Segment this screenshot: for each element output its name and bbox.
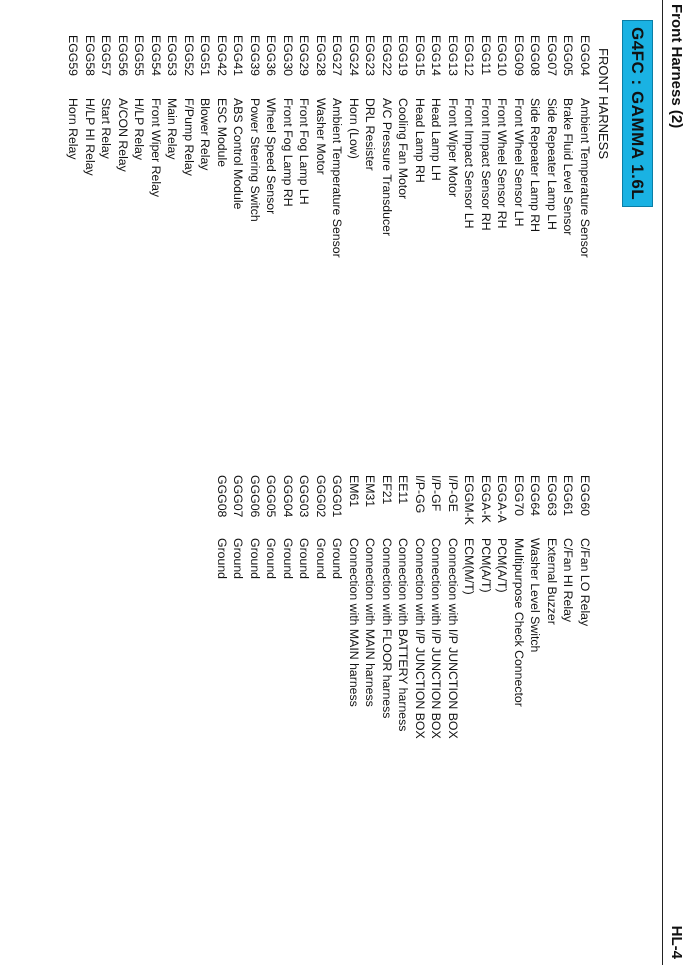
connector-description: ESC Module <box>215 98 229 168</box>
connector-row <box>247 475 264 739</box>
connector-row <box>362 475 379 739</box>
connector-code: EGG11 <box>479 35 493 76</box>
connector-code: EGG59 <box>66 35 81 77</box>
connector-code: EGG23 <box>363 35 378 77</box>
connector-row <box>395 35 412 258</box>
connector-row <box>527 35 544 258</box>
connector-description: Connection with FLOOR harness <box>380 538 394 719</box>
connector-row <box>296 35 313 258</box>
connector-code: GGG08 <box>215 475 229 518</box>
connector-row <box>560 475 577 739</box>
connector-description: Side Repeater Lamp LH <box>545 98 559 230</box>
connector-code: EGG27 <box>330 35 345 77</box>
connector-description: Front Wiper Motor <box>446 98 460 198</box>
connector-row <box>98 35 115 258</box>
connector-row <box>313 35 330 258</box>
connector-row <box>313 475 330 739</box>
connector-row <box>527 475 544 739</box>
connector-code: EGG12 <box>462 35 477 77</box>
connector-description: ABS Control Module <box>231 98 246 210</box>
connector-row <box>329 35 346 258</box>
right-connector-list <box>214 475 594 739</box>
connector-description: Connection with MAIN harness <box>363 538 378 707</box>
connector-row <box>494 475 511 739</box>
connector-description: Connection with I/P JUNCTION BOX <box>413 538 427 739</box>
connector-row <box>445 35 462 258</box>
connector-code: EGG42 <box>215 35 229 77</box>
connector-description: Wheel Speed Sensor <box>264 98 279 215</box>
connector-description: ECM(M/T) <box>462 538 477 595</box>
connector-row <box>280 35 297 258</box>
connector-description: Front Wiper Relay <box>149 98 163 198</box>
connector-code: EGG15 <box>413 35 427 77</box>
connector-code: GGG03 <box>297 475 312 518</box>
connector-code: EGG08 <box>528 35 543 77</box>
connector-row <box>263 475 280 739</box>
connector-description: Front Fog Lamp RH <box>281 98 295 207</box>
connector-code: EGG24 <box>347 35 361 77</box>
connector-code: EGG58 <box>83 35 97 77</box>
connector-row <box>230 35 247 258</box>
connector-description: Connection with MAIN harness <box>347 538 361 707</box>
connector-code: EGG10 <box>495 35 510 77</box>
connector-row <box>296 475 313 739</box>
connector-row <box>379 475 396 739</box>
connector-description: Ambient Temperature Sensor <box>578 98 592 258</box>
connector-description: Front Wheel Sensor RH <box>495 98 510 229</box>
connector-row <box>478 475 495 739</box>
page-ref: HL-4 <box>668 925 685 959</box>
connector-description: Blower Relay <box>198 98 213 171</box>
connector-row <box>346 475 363 739</box>
connector-row <box>197 35 214 258</box>
connector-code: I/P-GF <box>429 475 444 512</box>
connector-code: EGG09 <box>512 35 526 77</box>
connector-code: EF21 <box>380 475 394 505</box>
connector-description: H/LP HI Relay <box>83 98 97 176</box>
connector-description: Power Steering Switch <box>248 98 262 222</box>
connector-code: EGG52 <box>182 35 196 77</box>
connector-code: EGG04 <box>578 35 592 77</box>
connector-code: EGGA-A <box>495 475 510 523</box>
connector-description: PCM(A/T) <box>495 538 510 593</box>
connector-description: Brake Fluid Level Sensor <box>561 98 576 236</box>
connector-code: EGG54 <box>149 35 163 77</box>
connector-description: Multipurpose Check Connector <box>512 538 526 707</box>
connector-row <box>428 475 445 739</box>
connector-row <box>412 35 429 258</box>
connector-code: EGG63 <box>545 475 559 517</box>
connector-description: A/C Pressure Transducer <box>380 98 394 237</box>
connector-code: GGG06 <box>248 475 262 518</box>
left-connector-list <box>65 35 593 258</box>
connector-row <box>412 475 429 739</box>
connector-code: EGG61 <box>561 475 576 517</box>
connector-code: EGG41 <box>231 35 246 77</box>
connector-description: Head Lamp LH <box>429 98 444 181</box>
connector-description: Ground <box>231 538 246 580</box>
connector-row <box>511 35 528 258</box>
connector-row <box>544 35 561 258</box>
connector-description: Washer Motor <box>314 98 328 175</box>
connector-description: Head Lamp RH <box>413 98 427 183</box>
connector-code: GGG04 <box>281 475 295 518</box>
connector-code: EGG28 <box>314 35 328 77</box>
connector-code: GGG05 <box>264 475 279 518</box>
connector-code: GGG07 <box>231 475 246 518</box>
connector-description: C/Fan HI Relay <box>561 538 576 623</box>
connector-code: EGG30 <box>281 35 295 77</box>
connector-row <box>577 475 594 739</box>
connector-code: GGG02 <box>314 475 328 518</box>
connector-row <box>346 35 363 258</box>
connector-description: A/CON Relay <box>116 98 130 172</box>
connector-description: Connection with I/P JUNCTION BOX <box>429 538 444 739</box>
connector-code: GGG01 <box>330 475 345 518</box>
connector-row <box>461 35 478 258</box>
connector-row <box>461 475 478 739</box>
connector-row <box>214 35 231 258</box>
connector-description: Ground <box>281 538 295 580</box>
connector-description: Front Impact Sensor LH <box>462 98 477 229</box>
connector-row <box>577 35 594 258</box>
connector-description: F/Pump Relay <box>182 98 196 176</box>
connector-code: EGG05 <box>561 35 576 77</box>
connector-code: EGG07 <box>545 35 559 77</box>
connector-code: EGG13 <box>446 35 460 77</box>
connector-row <box>247 35 264 258</box>
connector-description: C/Fan LO Relay <box>578 538 592 627</box>
connector-description: Front Fog Lamp LH <box>297 98 312 205</box>
connector-description: Front Wheel Sensor LH <box>512 98 526 227</box>
connector-row <box>560 35 577 258</box>
connector-code: I/P-GG <box>413 475 427 514</box>
connector-row <box>362 35 379 258</box>
connector-row <box>280 475 297 739</box>
connector-code: EGG22 <box>380 35 394 77</box>
connector-description: Horn Relay <box>66 98 81 160</box>
connector-row <box>478 35 495 258</box>
connector-row <box>164 35 181 258</box>
connector-row <box>148 35 165 258</box>
connector-description: Washer Level Switch <box>528 538 543 653</box>
connector-description: Ground <box>215 538 229 580</box>
connector-code: EGG70 <box>512 475 526 517</box>
connector-description: Cooling Fan Motor <box>396 98 411 200</box>
connector-description: DRL Resister <box>363 98 378 171</box>
connector-row <box>428 35 445 258</box>
connector-description: H/LP Relay <box>132 98 147 160</box>
connector-code: EGG64 <box>528 475 543 517</box>
connector-code: EGG19 <box>396 35 411 77</box>
connector-code: EGGA-K <box>479 475 493 523</box>
connector-description: Ground <box>314 538 328 580</box>
connector-row <box>494 35 511 258</box>
connector-row <box>181 35 198 258</box>
connector-description: Start Relay <box>99 98 114 159</box>
connector-description: Ground <box>248 538 262 580</box>
connector-code: EE11 <box>396 475 411 505</box>
connector-code: EGG51 <box>198 35 213 77</box>
connector-row <box>445 475 462 739</box>
connector-code: EGGM-K <box>462 475 477 525</box>
connector-row <box>82 35 99 258</box>
connector-code: EGG53 <box>165 35 180 77</box>
connector-code: EGG57 <box>99 35 114 77</box>
connector-code: EGG29 <box>297 35 312 77</box>
connector-description: Ambient Temperature Sensor <box>330 98 345 258</box>
connector-code: EGG60 <box>578 475 592 517</box>
connector-row <box>131 35 148 258</box>
connector-code: I/P-GE <box>446 475 460 512</box>
connector-row <box>65 35 82 258</box>
connector-row <box>263 35 280 258</box>
connector-code: EGG14 <box>429 35 444 77</box>
connector-row <box>379 35 396 258</box>
connector-code: EGG56 <box>116 35 130 77</box>
connector-row <box>329 475 346 739</box>
connector-row <box>214 475 231 739</box>
connector-code: EGG39 <box>248 35 262 77</box>
connector-row <box>230 475 247 739</box>
header-rule <box>662 0 663 965</box>
connector-description: Connection with I/P JUNCTION BOX <box>446 538 460 739</box>
connector-description: Horn (Low) <box>347 98 361 159</box>
connector-description: Ground <box>330 538 345 580</box>
connector-code: EGG55 <box>132 35 147 77</box>
connector-row <box>511 475 528 739</box>
connector-description: Connection with BATTERY harness <box>396 538 411 732</box>
connector-description: Ground <box>264 538 279 580</box>
connector-description: Ground <box>297 538 312 580</box>
connector-row <box>395 475 412 739</box>
connector-code: EGG36 <box>264 35 279 77</box>
header-title: Front Harness (2) <box>668 4 685 129</box>
connector-description: Front Impact Sensor RH <box>479 98 493 231</box>
connector-code: EM31 <box>363 475 378 508</box>
connector-code: EM61 <box>347 475 361 508</box>
connector-description: Side Repeater Lamp RH <box>528 98 543 232</box>
connector-row <box>544 475 561 739</box>
connector-description: PCM(A/T) <box>479 538 493 593</box>
engine-badge: G4FC : GAMMA 1.6L <box>622 20 653 207</box>
section-title: FRONT HARNESS <box>596 48 611 159</box>
connector-description: External Buzzer <box>545 538 559 625</box>
connector-description: Main Relay <box>165 98 180 160</box>
connector-row <box>115 35 132 258</box>
